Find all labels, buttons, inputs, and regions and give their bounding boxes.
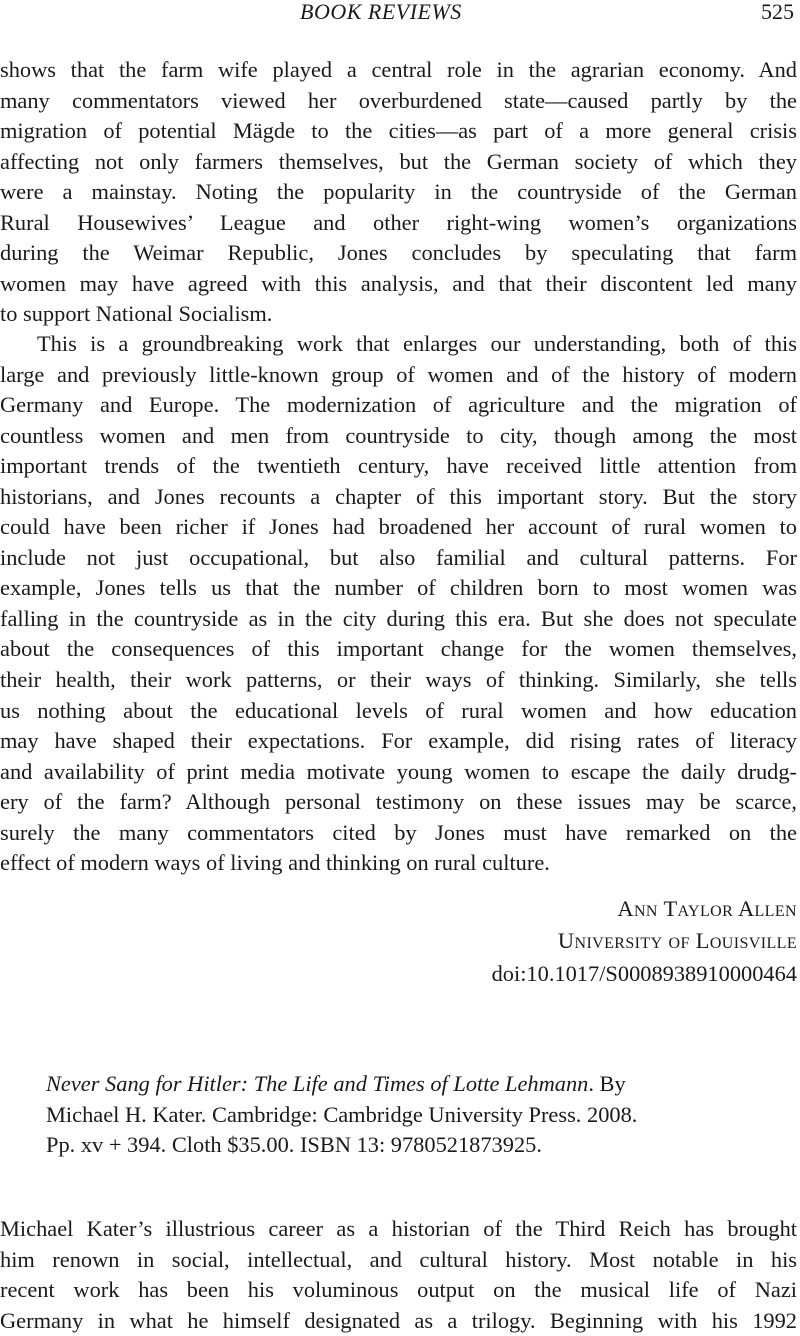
text-line: include not just occupational, but also familial and cultural patterns. For bbox=[0, 544, 797, 570]
running-head bbox=[0, 0, 800, 26]
doi-reference: doi:10.1017/S0008938910000464 bbox=[491, 961, 797, 986]
text-line: Germany and Europe. The modernization of agriculture and the migration of bbox=[0, 392, 797, 418]
text-line: affecting not only farmers themselves, but the German society of which they bbox=[0, 148, 797, 174]
text-line: could have been richer if Jones had broadened her account of rural women to bbox=[0, 514, 797, 540]
citation-line: Michael H. Kater. Cambridge: Cambridge University Press. 2008. bbox=[46, 1101, 638, 1127]
book-title: Never Sang for Hitler: The Life and Times of Lotte Lehmann bbox=[46, 1071, 589, 1096]
text-line: women may have agreed with this analysis, and that their discontent led many bbox=[0, 270, 797, 296]
reviewer-affiliation: University of Louisville bbox=[557, 928, 797, 953]
text-line: and availability of print media motivate young women to escape the daily drudg- bbox=[0, 758, 797, 784]
text-line: ery of the farm? Although personal testimony on these issues may be scarce, bbox=[0, 789, 797, 815]
text-line: historians, and Jones recounts a chapter of this important story. But the story bbox=[0, 483, 797, 509]
text-line: him renown in social, intellectual, and cultural history. Most notable in his bbox=[0, 1246, 797, 1272]
citation-by: . By bbox=[588, 1071, 626, 1096]
text-line: during the Weimar Republic, Jones concludes by speculating that farm bbox=[0, 240, 797, 266]
text-line: migration of potential Mägde to the cities—as part of a more general crisis bbox=[0, 118, 797, 144]
text-line: recent work has been his voluminous output on the musical life of Nazi bbox=[0, 1277, 797, 1303]
text-line: falling in the countryside as in the city during this era. But she does not speculate bbox=[0, 605, 797, 631]
text-line: Rural Housewives’ League and other right-wing women’s organizations bbox=[0, 209, 797, 235]
reviewer-name: Ann Taylor Allen bbox=[617, 896, 797, 921]
review-paragraph bbox=[0, 329, 797, 879]
text-line: shows that the farm wife played a central role in the agrarian economy. And bbox=[0, 57, 797, 82]
citation-line: Pp. xv + 394. Cloth $35.00. ISBN 13: 9780521873925. bbox=[46, 1132, 542, 1157]
text-line: were a mainstay. Noting the popularity in the countryside of the German bbox=[0, 179, 797, 205]
text-line: us nothing about the educational levels of rural women and how education bbox=[0, 697, 797, 723]
text-line: many commentators viewed her overburdened state—caused partly by the bbox=[0, 87, 797, 113]
running-title: BOOK REVIEWS bbox=[300, 0, 462, 24]
citation-line bbox=[46, 1069, 786, 1100]
text-line: example, Jones tells us that the number of children born to most women was bbox=[0, 575, 797, 601]
review-paragraph bbox=[0, 55, 797, 330]
text-line: about the consequences of this important change for the women themselves, bbox=[0, 636, 797, 662]
text-line: Germany in what he himself designated as a trilogy. Beginning with his 1992 bbox=[0, 1307, 797, 1333]
text-line: to support National Socialism. bbox=[0, 301, 273, 327]
review-paragraph bbox=[0, 1214, 797, 1336]
text-line: This is a groundbreaking work that enlarges our understanding, both of this bbox=[37, 331, 797, 356]
text-line: effect of modern ways of living and thinking on rural culture. bbox=[0, 850, 550, 876]
text-line: countless women and men from countryside to city, though among the most bbox=[0, 422, 797, 448]
text-line: Michael Kater’s illustrious career as a historian of the Third Reich has brought bbox=[0, 1216, 797, 1241]
page-number: 525 bbox=[761, 0, 794, 24]
book-citation bbox=[46, 1069, 786, 1161]
text-line: may have shaped their expectations. For example, did rising rates of literacy bbox=[0, 728, 797, 754]
text-line: their health, their work patterns, or their ways of thinking. Similarly, she tells bbox=[0, 667, 797, 693]
text-line: important trends of the twentieth century, have received little attention from bbox=[0, 453, 797, 479]
text-line: surely the many commentators cited by Jones must have remarked on the bbox=[0, 819, 797, 845]
text-line: large and previously little-known group of women and of the history of modern bbox=[0, 361, 797, 387]
